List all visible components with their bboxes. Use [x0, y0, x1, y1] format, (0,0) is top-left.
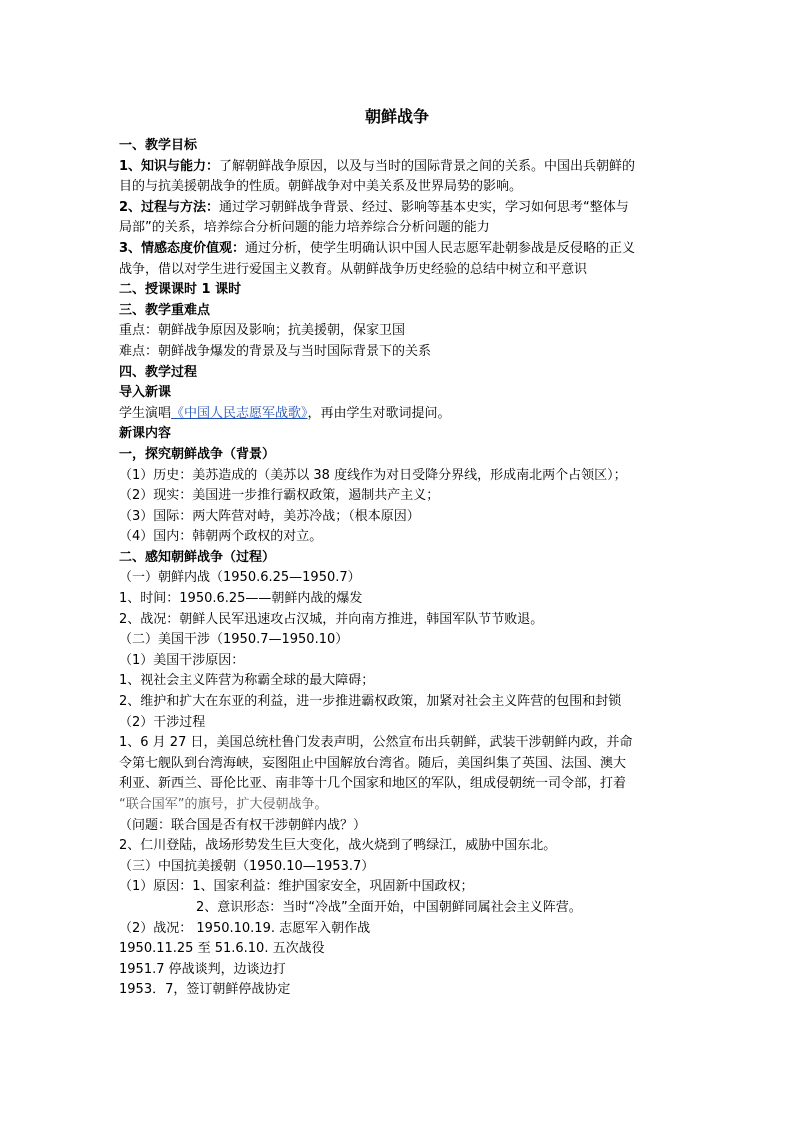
heading-text: 1、知识与能力： [119, 158, 220, 174]
text-line [119, 486, 679, 507]
document-body [119, 136, 679, 1001]
body-text: 学生演唱 [119, 405, 172, 421]
text-line [119, 218, 679, 239]
text-line [119, 610, 679, 631]
body-text: 目的与抗美援朝战争的性质。朝鲜战争对中美关系及世界局势的影响。 [119, 179, 523, 195]
body-text: （1）历史：美苏造成的（美苏以 38 度线作为对日受降分界线，形成南北两个占领区）； [119, 467, 627, 483]
body-text: 2、意识形态：当时“冷战”全面开始，中国朝鲜同属社会主义阵营。 [196, 899, 582, 915]
song-title-link[interactable]: 《中国人民志愿军战歌》 [171, 405, 308, 421]
heading-text: 四、教学过程 [119, 364, 198, 380]
text-line [119, 280, 679, 301]
text-line [119, 774, 679, 795]
text-line [119, 713, 679, 734]
text-line [119, 836, 679, 857]
body-text: （一）朝鲜内战（1950.6.25—1950.7） [119, 570, 361, 586]
text-line [119, 733, 679, 754]
body-text: 令第七舰队到台湾海峡，妄图阻止中国解放台湾省。随后，美国纠集了英国、法国、澳大 [119, 755, 627, 771]
heading-text: 三、教学重难点 [119, 302, 211, 318]
body-text: 1953．7，签订朝鲜停战协定 [119, 982, 291, 998]
text-line [119, 671, 679, 692]
text-line [119, 466, 679, 487]
document-title: 朝鲜战争 [364, 107, 429, 126]
body-text: 通过学习朝鲜战争背景、经过、影响等基本史实，学习如何思考“整体与 [219, 199, 629, 215]
body-text: （3）国际：两大阵营对峙，美苏冷战；（根本原因） [119, 508, 420, 524]
text-line [119, 651, 679, 672]
text-line [119, 404, 679, 425]
body-text: 2、战况：朝鲜人民军迅速攻占汉城，并向南方推进，韩国军队节节败退。 [119, 611, 544, 627]
text-line [119, 877, 679, 898]
text-line [119, 527, 679, 548]
body-text: 2、仁川登陆，战场形势发生巨大变化，战火烧到了鸭绿江，威胁中国东北。 [119, 838, 557, 854]
body-text: 了解朝鲜战争原因，以及与当时的国际背景之间的关系。中国出兵朝鲜的 [219, 158, 636, 174]
body-text: （2）干涉过程 [119, 714, 206, 730]
body-text: （2）战况： 1950.10.19. 志愿军入朝作战 [119, 920, 371, 936]
text-line [119, 960, 679, 981]
heading-text: 新课内容 [119, 426, 172, 442]
heading-text: 3、情感态度价值观： [119, 240, 246, 256]
heading-text: 一、教学目标 [119, 138, 198, 153]
text-line [119, 919, 679, 940]
body-text: 1950.11.25 至 51.6.10. 五次战役 [119, 941, 325, 957]
heading-text: 导入新课 [119, 385, 172, 401]
body-text: 1、视社会主义阵营为称霸全球的最大障碍； [119, 673, 375, 689]
text-line [119, 898, 679, 919]
text-line [119, 424, 679, 445]
text-line [119, 177, 679, 198]
body-text: 1、6 月 27 日，美国总统杜鲁门发表声明，公然宣布出兵朝鲜，武装干涉朝鲜内政，并命 [119, 735, 633, 751]
text-line [119, 239, 679, 260]
body-text: 重点：朝鲜战争原因及影响；抗美援朝，保家卫国 [119, 323, 406, 339]
body-text: （1）美国干涉原因： [119, 652, 245, 668]
body-text: 2、维护和扩大在东亚的利益，进一步推进霸权政策，加紧对社会主义阵营的包围和封锁 [119, 694, 622, 710]
heading-text: 一，探究朝鲜战争（背景） [119, 446, 276, 462]
text-line [119, 136, 679, 157]
text-line [119, 795, 679, 816]
heading-text: 二、感知朝鲜战争（过程） [119, 549, 276, 565]
text-line [119, 198, 679, 219]
text-line [119, 157, 679, 178]
heading-text: 二、授课课时 1 课时 [119, 282, 242, 298]
body-text: （二）美国干涉（1950.7—1950.10） [119, 632, 349, 648]
body-text: 局部”的关系，培养综合分析问题的能力培养综合分析问题的能力 [119, 220, 490, 236]
text-line [119, 342, 679, 363]
text-line [119, 754, 679, 775]
text-line [119, 568, 679, 589]
body-text: 利亚、新西兰、哥伦比亚、南非等十几个国家和地区的军队，组成侵朝统一司令部，打着 [119, 776, 627, 792]
body-text: （4）国内：韩朝两个政权的对立。 [119, 529, 323, 545]
text-line [119, 816, 679, 837]
text-line [119, 301, 679, 322]
body-text: ，再由学生对歌词提问。 [307, 405, 451, 421]
body-text: 通过分析，使学生明确认识中国人民志愿军赴朝参战是反侵略的正义 [245, 240, 636, 256]
text-line [119, 857, 679, 878]
body-text: 1951.7 停战谈判，边谈边打 [119, 961, 286, 977]
body-text: 1、时间：1950.6.25——朝鲜内战的爆发 [119, 591, 363, 607]
text-line [119, 321, 679, 342]
text-line [119, 939, 679, 960]
text-line [119, 548, 679, 569]
text-line [119, 589, 679, 610]
text-line [119, 630, 679, 651]
text-line [119, 363, 679, 384]
body-text: （问题：联合国是否有权干涉朝鲜内战？） [119, 817, 367, 833]
text-line [119, 383, 679, 404]
body-text: （三）中国抗美援朝（1950.10—1953.7） [119, 858, 375, 874]
text-line [119, 260, 679, 281]
body-text: 难点：朝鲜战争爆发的背景及与当时国际背景下的关系 [119, 343, 432, 359]
text-line [119, 692, 679, 713]
body-text: （2）现实：美国进一步推行霸权政策，遏制共产主义； [119, 488, 440, 504]
text-line [119, 507, 679, 528]
body-text: “联合国军”的旗号，扩大侵朝战争。 [119, 797, 328, 812]
text-line [119, 445, 679, 466]
body-text: 战争，借以对学生进行爱国主义教育。从朝鲜战争历史经验的总结中树立和平意识 [119, 261, 588, 277]
body-text: （1）原因：1、国家利益：维护国家安全，巩固新中国政权； [119, 879, 474, 895]
heading-text: 2、过程与方法： [119, 199, 220, 215]
text-line [119, 980, 679, 1001]
